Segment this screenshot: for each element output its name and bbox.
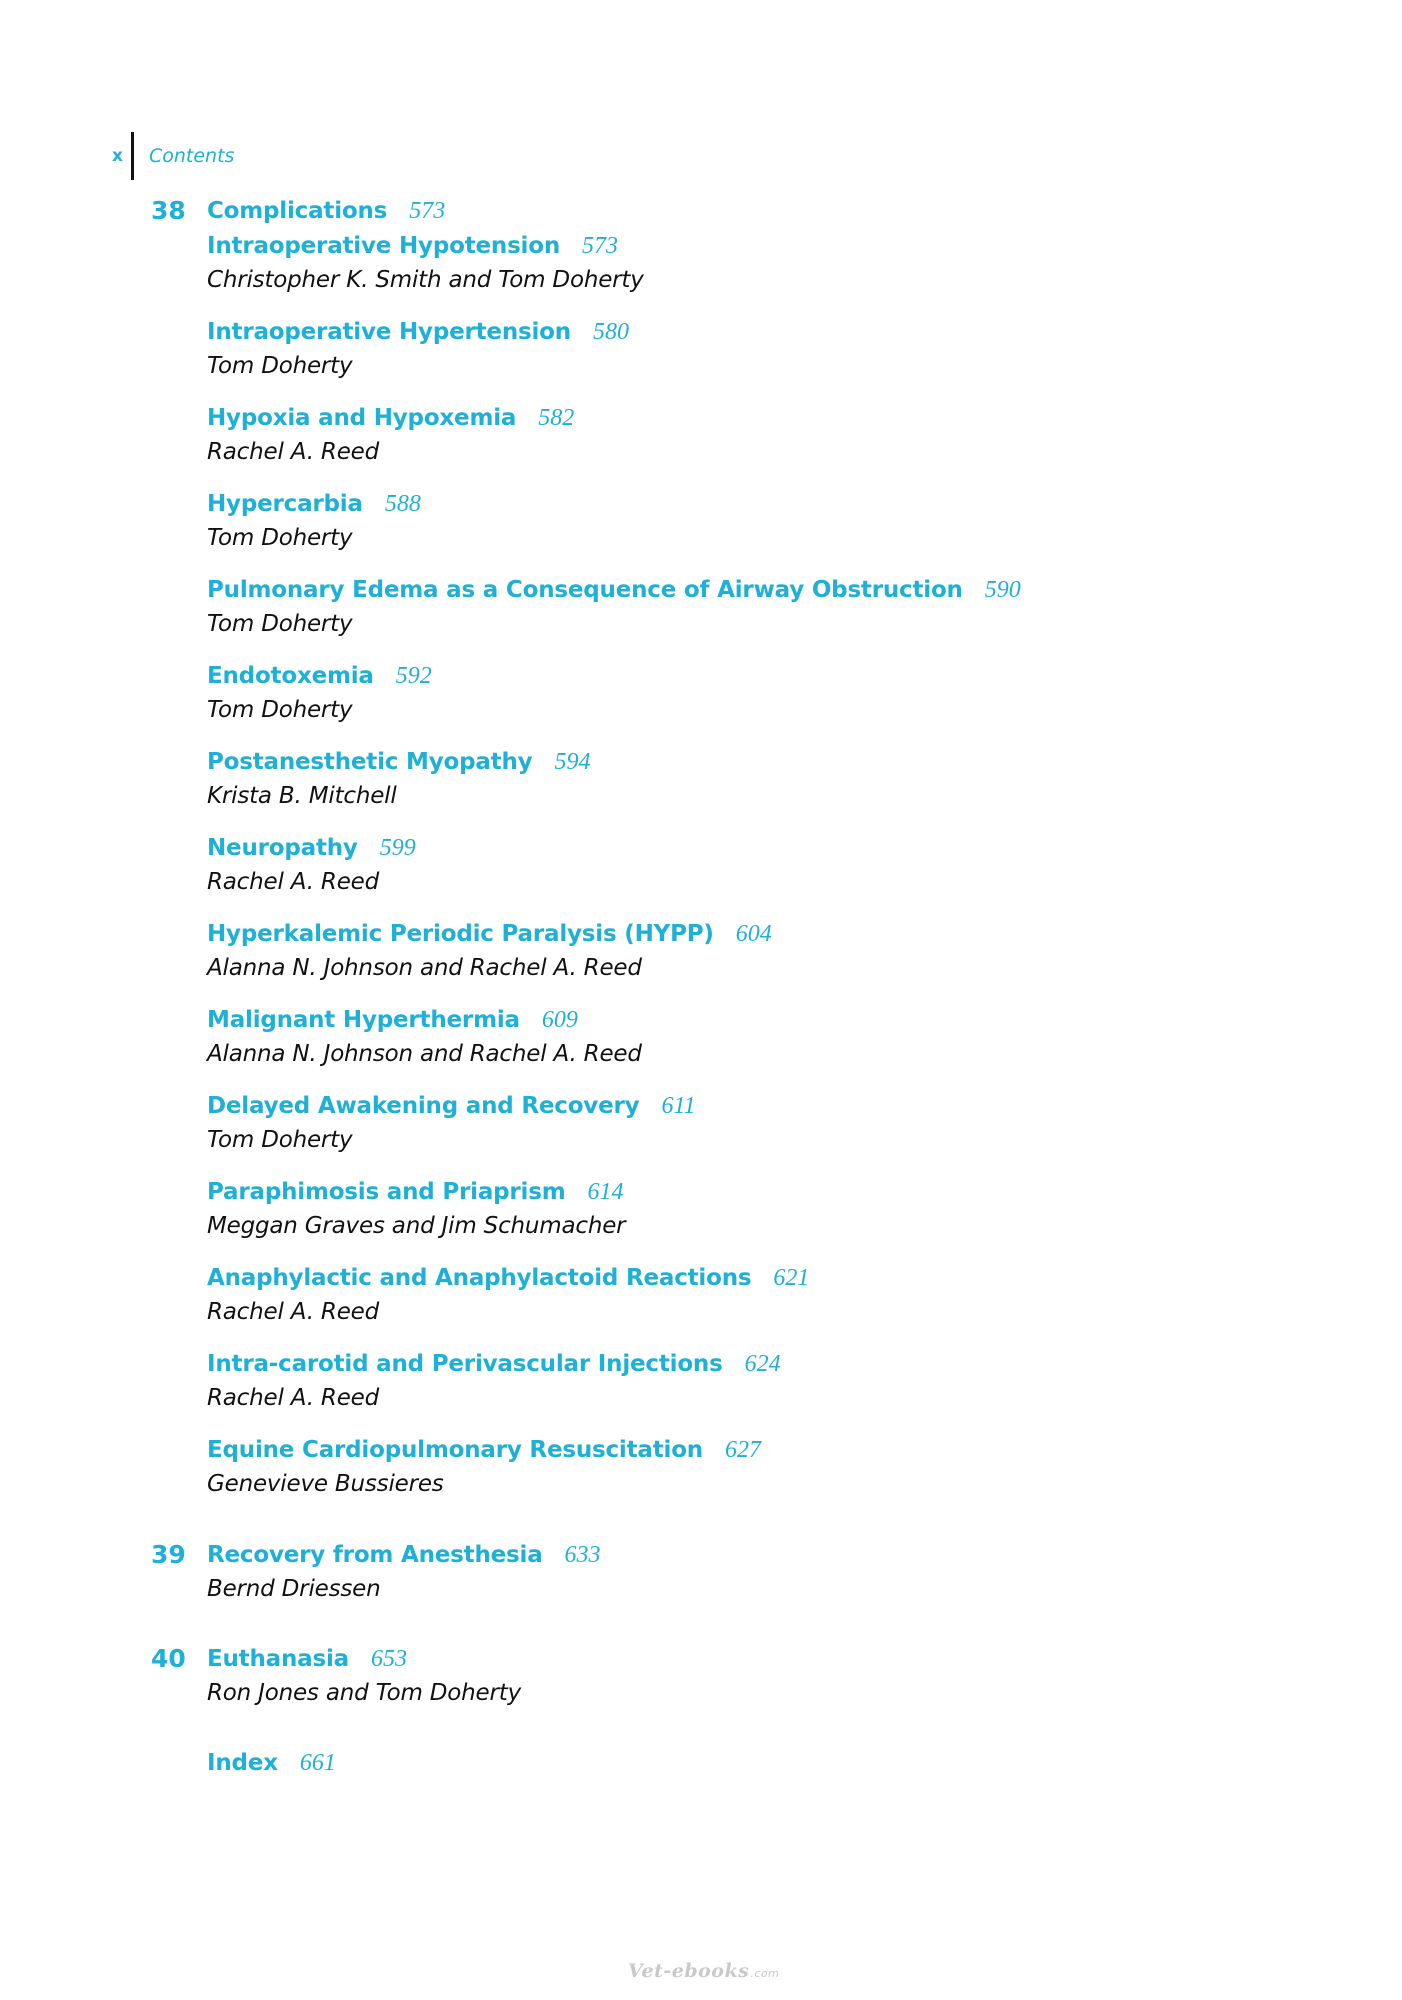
entry-author: Genevieve Bussieres	[207, 1471, 444, 1497]
entry-page-number: 611	[661, 1093, 696, 1119]
toc-entry-endotoxemia[interactable]	[207, 659, 432, 727]
entry-page-number: 594	[554, 749, 591, 775]
entry-title[interactable]: Hypoxia and Hypoxemia	[207, 405, 517, 431]
watermark-suffix: .com	[750, 1967, 780, 1980]
entry-title[interactable]: Endotoxemia	[207, 663, 374, 689]
entry-page-number: 573	[582, 233, 619, 259]
entry-author: Ron Jones and Tom Doherty	[207, 1680, 521, 1706]
toc-entry-delayed-awakening[interactable]	[207, 1089, 696, 1157]
running-head	[112, 132, 234, 180]
toc-entry-intraoperative-hypotension[interactable]	[207, 229, 644, 297]
entry-title[interactable]: Hypercarbia	[207, 491, 363, 517]
page-folio: x	[112, 146, 123, 166]
entry-page-number: 653	[370, 1646, 407, 1672]
entry-title[interactable]: Malignant Hyperthermia	[207, 1007, 520, 1033]
entry-page-number: 604	[735, 921, 772, 947]
toc-entry-hypercarbia[interactable]	[207, 487, 421, 555]
entry-title[interactable]: Equine Cardiopulmonary Resuscitation	[207, 1437, 703, 1463]
toc-entry-malignant-hyperthermia[interactable]	[207, 1003, 642, 1071]
entry-author: Rachel A. Reed	[207, 1299, 380, 1325]
entry-page-number: 573	[409, 198, 446, 224]
entry-title[interactable]: Recovery from Anesthesia	[207, 1542, 543, 1568]
entry-author: Meggan Graves and Jim Schumacher	[207, 1213, 626, 1239]
entry-author: Bernd Driessen	[207, 1576, 381, 1602]
toc-entry-anaphylactic-reactions[interactable]	[207, 1261, 809, 1329]
head-divider	[131, 132, 134, 180]
toc-entry-pulmonary-edema[interactable]	[207, 573, 1021, 641]
entry-author: Rachel A. Reed	[207, 869, 380, 895]
toc-entry-index[interactable]	[207, 1746, 336, 1780]
running-head-label: Contents	[148, 145, 235, 167]
entry-title[interactable]: Pulmonary Edema as a Consequence of Airway Obstruction	[207, 577, 963, 603]
entry-page-number: 588	[384, 491, 421, 517]
entry-page-number: 580	[592, 319, 629, 345]
toc-entry-hypp[interactable]	[207, 917, 772, 985]
watermark-logo	[628, 1960, 779, 1982]
entry-title[interactable]: Hyperkalemic Periodic Paralysis (HYPP)	[207, 921, 714, 947]
entry-title[interactable]: Intraoperative Hypotension	[207, 233, 561, 259]
entry-author: Alanna N. Johnson and Rachel A. Reed	[207, 1041, 642, 1067]
entry-author: Alanna N. Johnson and Rachel A. Reed	[207, 955, 642, 981]
toc-entry-neuropathy[interactable]	[207, 831, 416, 899]
entry-page-number: 614	[587, 1179, 624, 1205]
entry-title[interactable]: Index	[207, 1750, 278, 1776]
toc-entry-hypoxia[interactable]	[207, 401, 574, 469]
entry-author: Tom Doherty	[207, 611, 353, 637]
entry-author: Tom Doherty	[207, 353, 353, 379]
entry-page-number: 624	[744, 1351, 781, 1377]
entry-page-number: 599	[379, 835, 416, 861]
entry-page-number: 661	[299, 1750, 336, 1776]
entry-page-number: 627	[724, 1437, 761, 1463]
entry-author: Rachel A. Reed	[207, 439, 380, 465]
toc-entry-euthanasia[interactable]	[207, 1642, 521, 1710]
entry-title[interactable]: Postanesthetic Myopathy	[207, 749, 533, 775]
chapter-number: 40	[151, 1644, 186, 1673]
entry-author: Krista B. Mitchell	[207, 783, 397, 809]
toc-entry-intra-carotid-injections[interactable]	[207, 1347, 781, 1415]
entry-author: Tom Doherty	[207, 525, 353, 551]
entry-title[interactable]: Complications	[207, 198, 388, 224]
entry-page-number: 590	[984, 577, 1021, 603]
entry-author: Christopher K. Smith and Tom Doherty	[207, 267, 644, 293]
entry-title[interactable]: Euthanasia	[207, 1646, 349, 1672]
entry-title[interactable]: Delayed Awakening and Recovery	[207, 1093, 640, 1119]
toc-entry-postanesthetic-myopathy[interactable]	[207, 745, 590, 813]
toc-entry-complications[interactable]	[207, 194, 445, 228]
entry-title[interactable]: Intraoperative Hypertension	[207, 319, 571, 345]
entry-page-number: 592	[395, 663, 432, 689]
entry-page-number: 609	[541, 1007, 578, 1033]
watermark-text: Vet-ebooks	[628, 1960, 750, 1982]
toc-entry-equine-cpr[interactable]	[207, 1433, 761, 1501]
toc-entry-intraoperative-hypertension[interactable]	[207, 315, 629, 383]
chapter-number: 39	[151, 1540, 186, 1569]
entry-author: Tom Doherty	[207, 697, 353, 723]
toc-entry-paraphimosis[interactable]	[207, 1175, 625, 1243]
entry-title[interactable]: Anaphylactic and Anaphylactoid Reactions	[207, 1265, 752, 1291]
entry-title[interactable]: Neuropathy	[207, 835, 358, 861]
entry-author: Rachel A. Reed	[207, 1385, 380, 1411]
entry-page-number: 621	[773, 1265, 810, 1291]
entry-title[interactable]: Paraphimosis and Priaprism	[207, 1179, 566, 1205]
entry-author: Tom Doherty	[207, 1127, 353, 1153]
entry-title[interactable]: Intra-carotid and Perivascular Injections	[207, 1351, 723, 1377]
entry-page-number: 633	[564, 1542, 601, 1568]
chapter-number: 38	[151, 196, 186, 225]
toc-entry-recovery[interactable]	[207, 1538, 601, 1606]
entry-page-number: 582	[538, 405, 575, 431]
